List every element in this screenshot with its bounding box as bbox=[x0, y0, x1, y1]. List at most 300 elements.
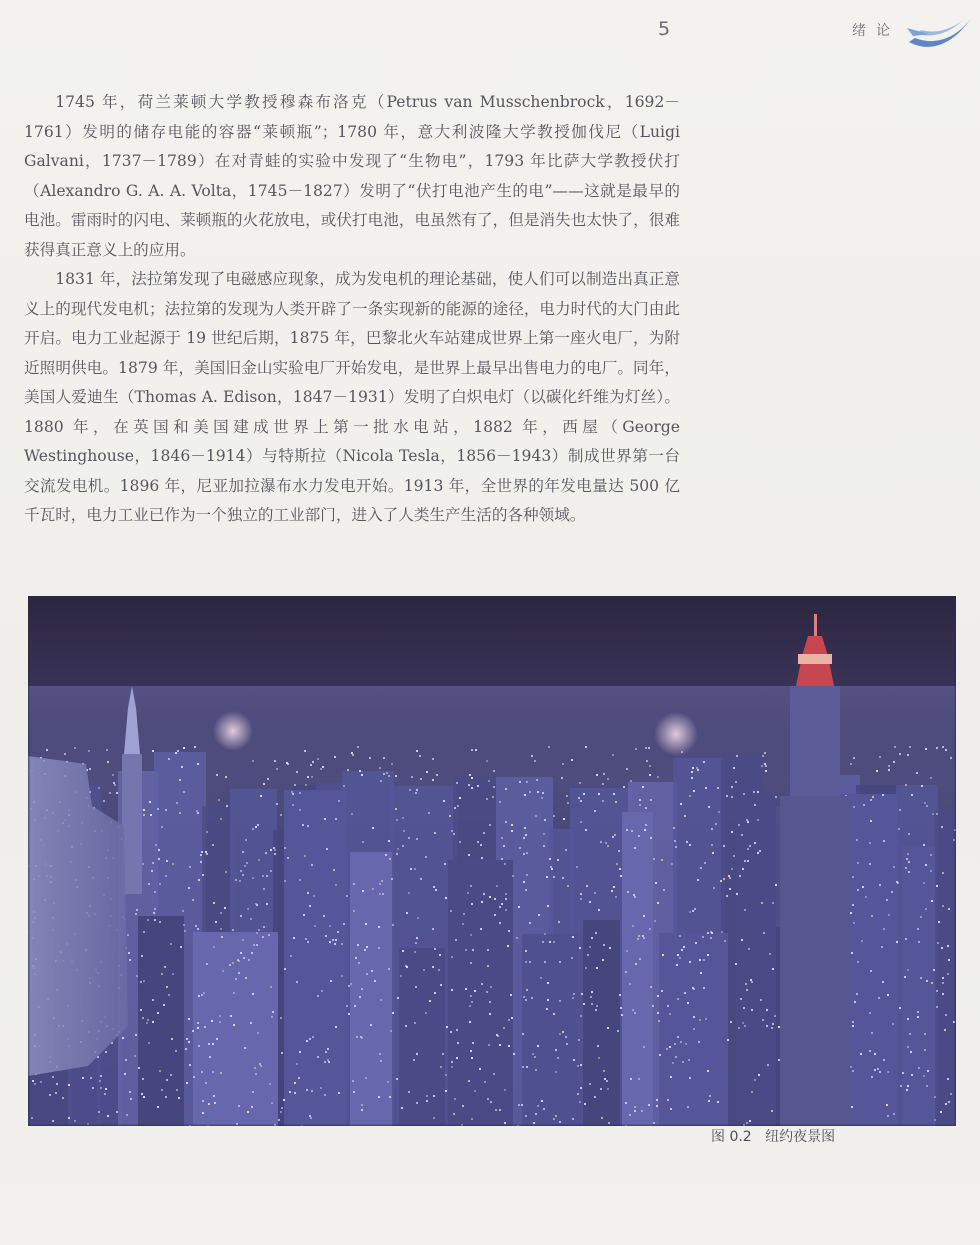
window-light bbox=[609, 947, 611, 949]
window-light bbox=[930, 854, 932, 856]
window-light bbox=[251, 1106, 253, 1108]
window-light bbox=[470, 934, 472, 936]
window-light bbox=[172, 973, 174, 975]
window-light bbox=[562, 763, 564, 765]
window-light bbox=[542, 792, 544, 794]
window-light bbox=[729, 877, 731, 879]
window-light bbox=[862, 886, 864, 888]
window-light bbox=[594, 892, 596, 894]
window-light bbox=[92, 1087, 94, 1089]
window-light bbox=[335, 1026, 337, 1028]
window-light bbox=[738, 1027, 740, 1029]
window-light bbox=[284, 880, 286, 882]
window-light bbox=[273, 847, 275, 849]
window-light bbox=[573, 993, 575, 995]
window-light bbox=[310, 1117, 312, 1119]
window-light bbox=[396, 819, 398, 821]
window-light bbox=[519, 847, 521, 849]
window-light bbox=[659, 1054, 661, 1056]
window-light bbox=[741, 834, 743, 836]
window-light bbox=[648, 1104, 650, 1106]
window-light bbox=[361, 774, 363, 776]
window-light bbox=[580, 1015, 582, 1017]
window-light bbox=[364, 949, 366, 951]
window-light bbox=[280, 814, 282, 816]
building bbox=[399, 948, 445, 1126]
window-light bbox=[469, 774, 471, 776]
window-light bbox=[259, 1063, 261, 1065]
window-light bbox=[150, 814, 152, 816]
window-light bbox=[379, 893, 381, 895]
window-light bbox=[183, 924, 185, 926]
window-light bbox=[762, 1019, 764, 1021]
window-light bbox=[710, 931, 712, 933]
window-light bbox=[878, 997, 880, 999]
window-light bbox=[168, 758, 170, 760]
window-light bbox=[879, 1071, 881, 1073]
window-light bbox=[657, 902, 659, 904]
window-light bbox=[499, 1044, 501, 1046]
window-light bbox=[416, 750, 418, 752]
window-light bbox=[924, 1033, 926, 1035]
window-light bbox=[237, 959, 239, 961]
window-light bbox=[691, 777, 693, 779]
window-light bbox=[245, 839, 247, 841]
window-light bbox=[411, 776, 413, 778]
window-light bbox=[52, 1076, 54, 1078]
window-light bbox=[213, 902, 215, 904]
window-light bbox=[684, 992, 686, 994]
window-light bbox=[442, 1053, 444, 1055]
window-light bbox=[371, 970, 373, 972]
window-light bbox=[670, 1076, 672, 1078]
window-light bbox=[40, 1081, 42, 1083]
cityscape-image bbox=[28, 596, 956, 1126]
window-light bbox=[127, 934, 129, 936]
window-light bbox=[871, 1032, 873, 1034]
window-light bbox=[712, 852, 714, 854]
window-light bbox=[923, 844, 925, 846]
window-light bbox=[440, 984, 442, 986]
window-light bbox=[649, 765, 651, 767]
window-light bbox=[741, 939, 743, 941]
window-light bbox=[595, 1009, 597, 1011]
window-light bbox=[425, 1012, 427, 1014]
window-light bbox=[657, 995, 659, 997]
window-light bbox=[143, 980, 145, 982]
window-light bbox=[553, 876, 555, 878]
window-light bbox=[307, 776, 309, 778]
window-light bbox=[426, 1095, 428, 1097]
window-light bbox=[415, 942, 417, 944]
window-light bbox=[850, 1066, 852, 1068]
window-light bbox=[720, 880, 722, 882]
window-light bbox=[68, 1084, 70, 1086]
window-light bbox=[493, 1073, 495, 1075]
window-light bbox=[572, 997, 574, 999]
window-light bbox=[603, 1070, 605, 1072]
window-light bbox=[433, 1117, 435, 1119]
window-light bbox=[633, 894, 635, 896]
window-light bbox=[263, 783, 265, 785]
window-light bbox=[731, 786, 733, 788]
window-light bbox=[519, 781, 521, 783]
window-light bbox=[501, 903, 503, 905]
window-light bbox=[309, 905, 311, 907]
window-light bbox=[863, 804, 865, 806]
window-light bbox=[238, 1105, 240, 1107]
window-light bbox=[926, 805, 928, 807]
window-light bbox=[351, 813, 353, 815]
window-light bbox=[34, 1083, 36, 1085]
window-light bbox=[258, 929, 260, 931]
window-light bbox=[252, 993, 254, 995]
window-light bbox=[271, 1016, 273, 1018]
window-light bbox=[204, 1026, 206, 1028]
window-light bbox=[256, 932, 258, 934]
window-light bbox=[908, 871, 910, 873]
window-light bbox=[620, 875, 622, 877]
window-light bbox=[385, 854, 387, 856]
window-light bbox=[499, 1109, 501, 1111]
window-light bbox=[158, 858, 160, 860]
window-light bbox=[907, 853, 909, 855]
window-light bbox=[674, 1043, 676, 1045]
window-light bbox=[766, 1009, 768, 1011]
window-light bbox=[681, 949, 683, 951]
window-light bbox=[677, 954, 679, 956]
window-light bbox=[650, 799, 652, 801]
window-light bbox=[881, 946, 883, 948]
window-light bbox=[392, 1012, 394, 1014]
window-light bbox=[198, 995, 200, 997]
window-light bbox=[356, 1036, 358, 1038]
window-light bbox=[546, 1008, 548, 1010]
window-light bbox=[456, 782, 458, 784]
window-light bbox=[470, 995, 472, 997]
window-light bbox=[266, 903, 268, 905]
window-light bbox=[218, 799, 220, 801]
window-light bbox=[239, 880, 241, 882]
window-light bbox=[933, 969, 935, 971]
window-light bbox=[511, 830, 513, 832]
window-light bbox=[383, 757, 385, 759]
window-light bbox=[937, 942, 939, 944]
window-light bbox=[689, 1077, 691, 1079]
window-light bbox=[771, 1027, 773, 1029]
window-light bbox=[625, 971, 627, 973]
window-light bbox=[216, 774, 218, 776]
window-light bbox=[750, 979, 752, 981]
window-light bbox=[723, 878, 725, 880]
window-light bbox=[281, 1107, 283, 1109]
window-light bbox=[908, 861, 910, 863]
window-light bbox=[357, 944, 359, 946]
window-light bbox=[654, 920, 656, 922]
window-light bbox=[457, 805, 459, 807]
window-light bbox=[247, 1111, 249, 1113]
window-light bbox=[141, 1093, 143, 1095]
window-light bbox=[524, 827, 526, 829]
window-light bbox=[505, 898, 507, 900]
window-light bbox=[852, 904, 854, 906]
window-light bbox=[596, 967, 598, 969]
window-light bbox=[408, 1091, 410, 1093]
window-light bbox=[930, 777, 932, 779]
window-light bbox=[471, 1118, 473, 1120]
window-light bbox=[197, 812, 199, 814]
window-light bbox=[565, 1036, 567, 1038]
window-light bbox=[774, 1015, 776, 1017]
window-light bbox=[891, 891, 893, 893]
window-light bbox=[405, 1025, 407, 1027]
window-light bbox=[900, 1085, 902, 1087]
window-light bbox=[726, 795, 728, 797]
window-light bbox=[620, 1007, 622, 1009]
window-light bbox=[857, 889, 859, 891]
window-light bbox=[103, 800, 105, 802]
building bbox=[138, 916, 184, 1126]
window-light bbox=[165, 875, 167, 877]
window-light bbox=[751, 1091, 753, 1093]
window-light bbox=[905, 938, 907, 940]
window-light bbox=[739, 875, 741, 877]
window-light bbox=[327, 1059, 329, 1061]
window-light bbox=[252, 828, 254, 830]
chapter-title: 绪论 bbox=[852, 23, 900, 39]
window-light bbox=[486, 760, 488, 762]
window-light bbox=[924, 802, 926, 804]
window-light bbox=[689, 911, 691, 913]
window-light bbox=[471, 749, 473, 751]
window-light bbox=[494, 898, 496, 900]
window-light bbox=[735, 963, 737, 965]
window-light bbox=[578, 797, 580, 799]
window-light bbox=[420, 778, 422, 780]
window-light bbox=[746, 1122, 748, 1124]
window-light bbox=[607, 1027, 609, 1029]
window-light bbox=[702, 936, 704, 938]
window-light bbox=[154, 908, 156, 910]
window-light bbox=[579, 1101, 581, 1103]
window-light bbox=[619, 994, 621, 996]
window-light bbox=[523, 996, 525, 998]
window-light bbox=[893, 866, 895, 868]
window-light bbox=[744, 860, 746, 862]
window-light bbox=[281, 1052, 283, 1054]
window-light bbox=[733, 767, 735, 769]
window-light bbox=[113, 782, 115, 784]
window-light bbox=[669, 1046, 671, 1048]
window-light bbox=[484, 1081, 486, 1083]
window-light bbox=[320, 1087, 322, 1089]
window-light bbox=[860, 1053, 862, 1055]
window-light bbox=[180, 946, 182, 948]
window-light bbox=[747, 848, 749, 850]
window-light bbox=[161, 973, 163, 975]
window-light bbox=[136, 975, 138, 977]
window-light bbox=[886, 1104, 888, 1106]
window-light bbox=[521, 1104, 523, 1106]
window-light bbox=[765, 765, 767, 767]
window-light bbox=[580, 800, 582, 802]
window-light bbox=[456, 1029, 458, 1031]
window-light bbox=[177, 750, 179, 752]
window-light bbox=[634, 1106, 636, 1108]
window-light bbox=[197, 1027, 199, 1029]
window-light bbox=[721, 931, 723, 933]
window-light bbox=[567, 885, 569, 887]
window-light bbox=[328, 1061, 330, 1063]
window-light bbox=[365, 923, 367, 925]
window-light bbox=[853, 757, 855, 759]
window-light bbox=[468, 854, 470, 856]
window-light bbox=[469, 1005, 471, 1007]
window-light bbox=[229, 964, 231, 966]
window-light bbox=[942, 993, 944, 995]
window-light bbox=[692, 987, 694, 989]
window-light bbox=[904, 976, 906, 978]
window-light bbox=[577, 1065, 579, 1067]
window-light bbox=[892, 1023, 894, 1025]
window-light bbox=[505, 893, 507, 895]
window-light bbox=[245, 977, 247, 979]
window-light bbox=[477, 841, 479, 843]
window-light bbox=[608, 1122, 610, 1124]
window-light bbox=[114, 784, 116, 786]
window-light bbox=[667, 1005, 669, 1007]
window-light bbox=[634, 1110, 636, 1112]
window-light bbox=[221, 936, 223, 938]
window-light bbox=[740, 998, 742, 1000]
window-light bbox=[942, 905, 944, 907]
window-light bbox=[262, 875, 264, 877]
window-light bbox=[557, 859, 559, 861]
empire-state-building bbox=[780, 614, 850, 1126]
window-light bbox=[152, 750, 154, 752]
window-light bbox=[432, 779, 434, 781]
window-light bbox=[536, 779, 538, 781]
window-light bbox=[493, 786, 495, 788]
window-light bbox=[88, 750, 90, 752]
window-light bbox=[540, 977, 542, 979]
window-light bbox=[361, 988, 363, 990]
window-light bbox=[335, 939, 337, 941]
window-light bbox=[853, 806, 855, 808]
window-light bbox=[657, 776, 659, 778]
window-light bbox=[323, 915, 325, 917]
window-light bbox=[296, 771, 298, 773]
window-light bbox=[612, 836, 614, 838]
window-light bbox=[907, 754, 909, 756]
window-light bbox=[219, 1015, 221, 1017]
window-light bbox=[747, 860, 749, 862]
window-light bbox=[577, 1093, 579, 1095]
window-light bbox=[618, 850, 620, 852]
window-light bbox=[926, 1085, 928, 1087]
window-light bbox=[284, 847, 286, 849]
window-light bbox=[557, 1057, 559, 1059]
window-light bbox=[642, 935, 644, 937]
window-light bbox=[250, 918, 252, 920]
window-light bbox=[244, 865, 246, 867]
window-light bbox=[729, 888, 731, 890]
window-light bbox=[146, 1022, 148, 1024]
window-light bbox=[470, 885, 472, 887]
window-light bbox=[216, 1038, 218, 1040]
window-light bbox=[617, 1030, 619, 1032]
window-light bbox=[201, 1071, 203, 1073]
window-light bbox=[585, 746, 587, 748]
window-light bbox=[598, 909, 600, 911]
window-light bbox=[203, 992, 205, 994]
window-light bbox=[757, 852, 759, 854]
window-light bbox=[335, 884, 337, 886]
window-light bbox=[471, 1001, 473, 1003]
window-light bbox=[400, 975, 402, 977]
window-light bbox=[745, 983, 747, 985]
window-light bbox=[677, 998, 679, 1000]
window-light bbox=[877, 1068, 879, 1070]
new-york-night-photo bbox=[28, 596, 956, 1126]
window-light bbox=[252, 760, 254, 762]
window-light bbox=[402, 845, 404, 847]
window-light bbox=[580, 898, 582, 900]
window-light bbox=[170, 943, 172, 945]
window-light bbox=[766, 1025, 768, 1027]
window-light bbox=[559, 1033, 561, 1035]
window-light bbox=[487, 965, 489, 967]
window-light bbox=[644, 829, 646, 831]
window-light bbox=[164, 966, 166, 968]
window-light bbox=[724, 940, 726, 942]
window-light bbox=[379, 767, 381, 769]
window-light bbox=[920, 977, 922, 979]
window-light bbox=[920, 916, 922, 918]
window-light bbox=[251, 952, 253, 954]
window-light bbox=[850, 912, 852, 914]
window-light bbox=[544, 819, 546, 821]
window-light bbox=[260, 1065, 262, 1067]
window-light bbox=[212, 1043, 214, 1045]
window-light bbox=[548, 746, 550, 748]
window-light bbox=[591, 937, 593, 939]
window-light bbox=[911, 1074, 913, 1076]
window-light bbox=[142, 1078, 144, 1080]
window-light bbox=[544, 933, 546, 935]
window-light bbox=[389, 858, 391, 860]
window-light bbox=[499, 922, 501, 924]
window-light bbox=[359, 770, 361, 772]
window-light bbox=[365, 1077, 367, 1079]
window-light bbox=[362, 841, 364, 843]
window-light bbox=[186, 1038, 188, 1040]
window-light bbox=[948, 908, 950, 910]
window-light bbox=[197, 763, 199, 765]
window-light bbox=[926, 980, 928, 982]
window-light bbox=[611, 890, 613, 892]
window-light bbox=[522, 1033, 524, 1035]
window-light bbox=[563, 818, 565, 820]
window-light bbox=[272, 1011, 274, 1013]
window-light bbox=[416, 789, 418, 791]
window-light bbox=[534, 1056, 536, 1058]
window-light bbox=[544, 961, 546, 963]
window-light bbox=[874, 1069, 876, 1071]
window-light bbox=[677, 1036, 679, 1038]
window-light bbox=[492, 796, 494, 798]
window-light bbox=[327, 1048, 329, 1050]
